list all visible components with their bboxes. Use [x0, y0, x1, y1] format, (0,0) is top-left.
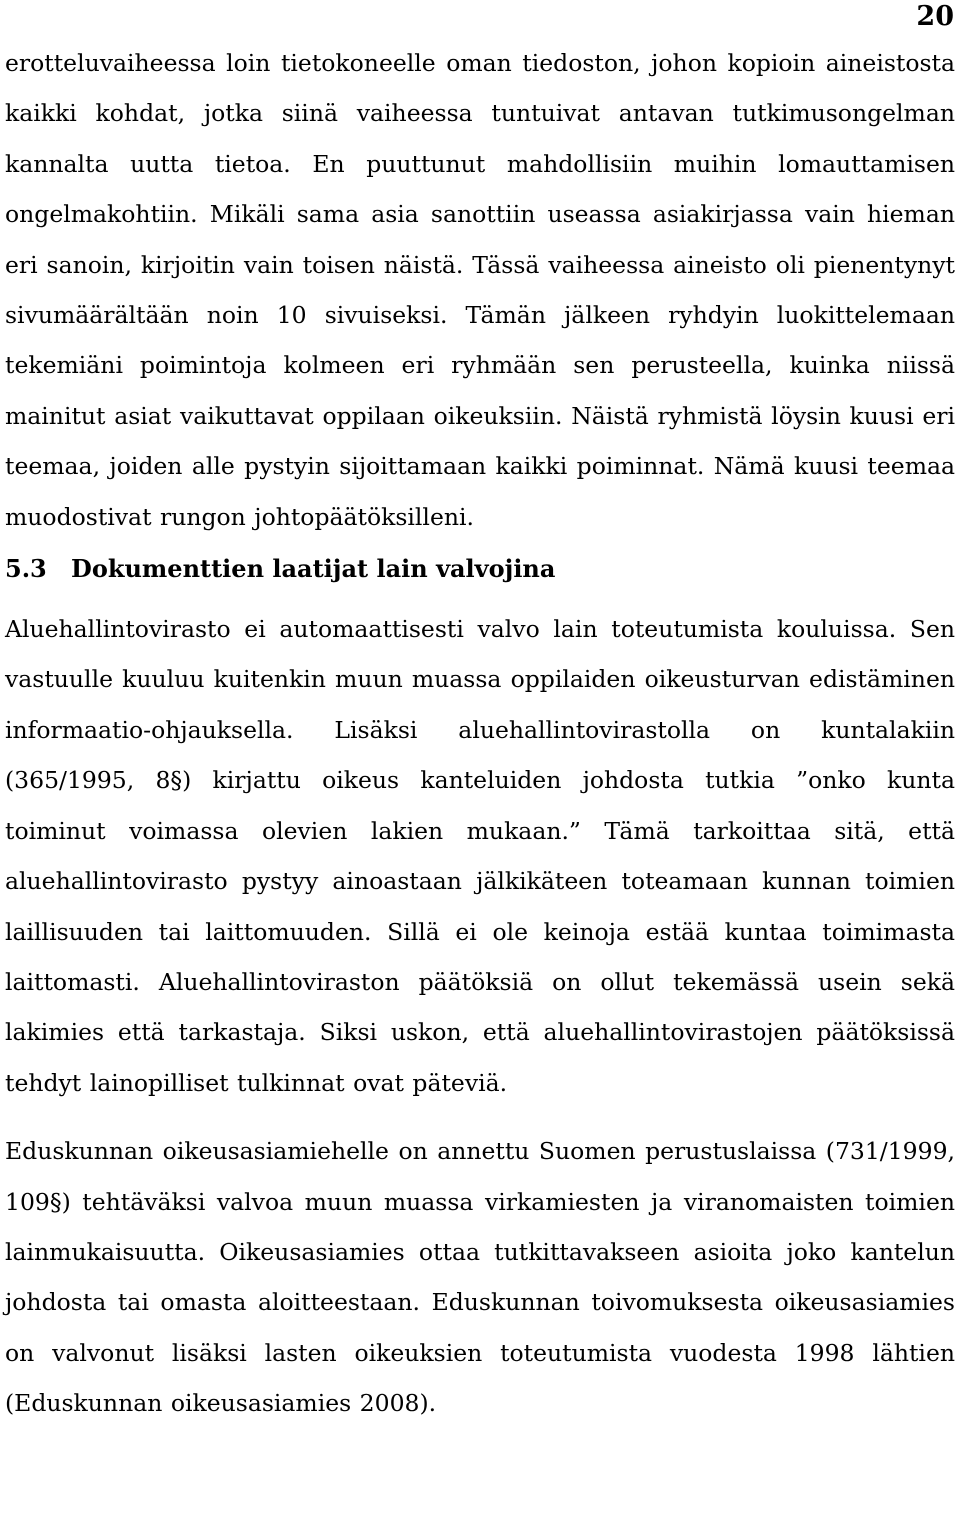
body-paragraph-3: Eduskunnan oikeusasiamiehelle on annettu Suomen perustuslaissa (731/1999, 109§) tehtäväksi valvoa muun muassa virkamiesten ja viranomaisten toimien lainmukaisuutta. Oikeusasiamies ottaa tutkittavakseen asioita joko kantelun johdosta tai omasta aloitteestaan. Eduskunnan toivomuksesta oikeusasiamies on valvonut lisäksi lasten oikeuksien toteutumista vuodesta 1998 lähtien (Eduskunnan oikeusasiamies 2008).	[5, 1137, 955, 1418]
section-heading	[5, 542, 955, 604]
body-paragraph-1: erotteluvaiheessa loin tietokoneelle oman tiedoston, johon kopioin aineistosta kaikki kohdat, jotka siinä vaiheessa tuntuivat antavan tutkimusongelman kannalta uutta tietoa. En puuttunut mahdollisiin muihin lomauttamisen ongelmakohtiin. Mikäli sama asia sanottiin useassa asiakirjassa vain hieman eri sanoin, kirjoitin vain toisen näistä. Tässä vaiheessa aineisto oli pienentynyt sivumäärältään noin 10 sivuiseksi. Tämän jälkeen ryhdyin luokittelemaan tekemiäni poimintoja kolmeen eri ryhmään sen perusteella, kuinka niissä mainitut asiat vaikuttavat oppilaan oikeuksiin. Näistä ryhmistä löysin kuusi eri teemaa, joiden alle pystyin sijoittamaan kaikki poiminnat. Nämä kuusi teemaa muodostivat rungon johtopäätöksilleni.	[5, 49, 955, 531]
section-number: 5.3	[5, 554, 47, 584]
page-number: 20	[916, 1, 954, 32]
body-paragraph-2: Aluehallintovirasto ei automaattisesti valvo lain toteutumista kouluissa. Sen vastuulle kuuluu kuitenkin muun muassa oppilaiden oikeusturvan edistäminen informaatio-ohjauksella. Lisäksi aluehallintovirastolla on kuntalakiin (365/1995, 8§) kirjattu oikeus kanteluiden johdosta tutkia ”onko kunta toiminut voimassa olevien lakien mukaan.” Tämä tarkoittaa sitä, että aluehallintovirasto pystyy ainoastaan jälkikäteen toteamaan kunnan toimien laillisuuden tai laittomuuden. Sillä ei ole keinoja estää kuntaa toimimasta laittomasti. Aluehallintoviraston päätöksiä on ollut tekemässä usein sekä lakimies että tarkastaja. Siksi uskon, että aluehallintovirastojen päätöksissä tehdyt lainopilliset tulkinnat ovat päteviä.	[5, 615, 955, 1097]
page-content	[5, 38, 955, 1429]
section-title: Dokumenttien laatijat lain valvojina	[71, 554, 556, 584]
paragraph-spacer	[5, 1108, 955, 1126]
